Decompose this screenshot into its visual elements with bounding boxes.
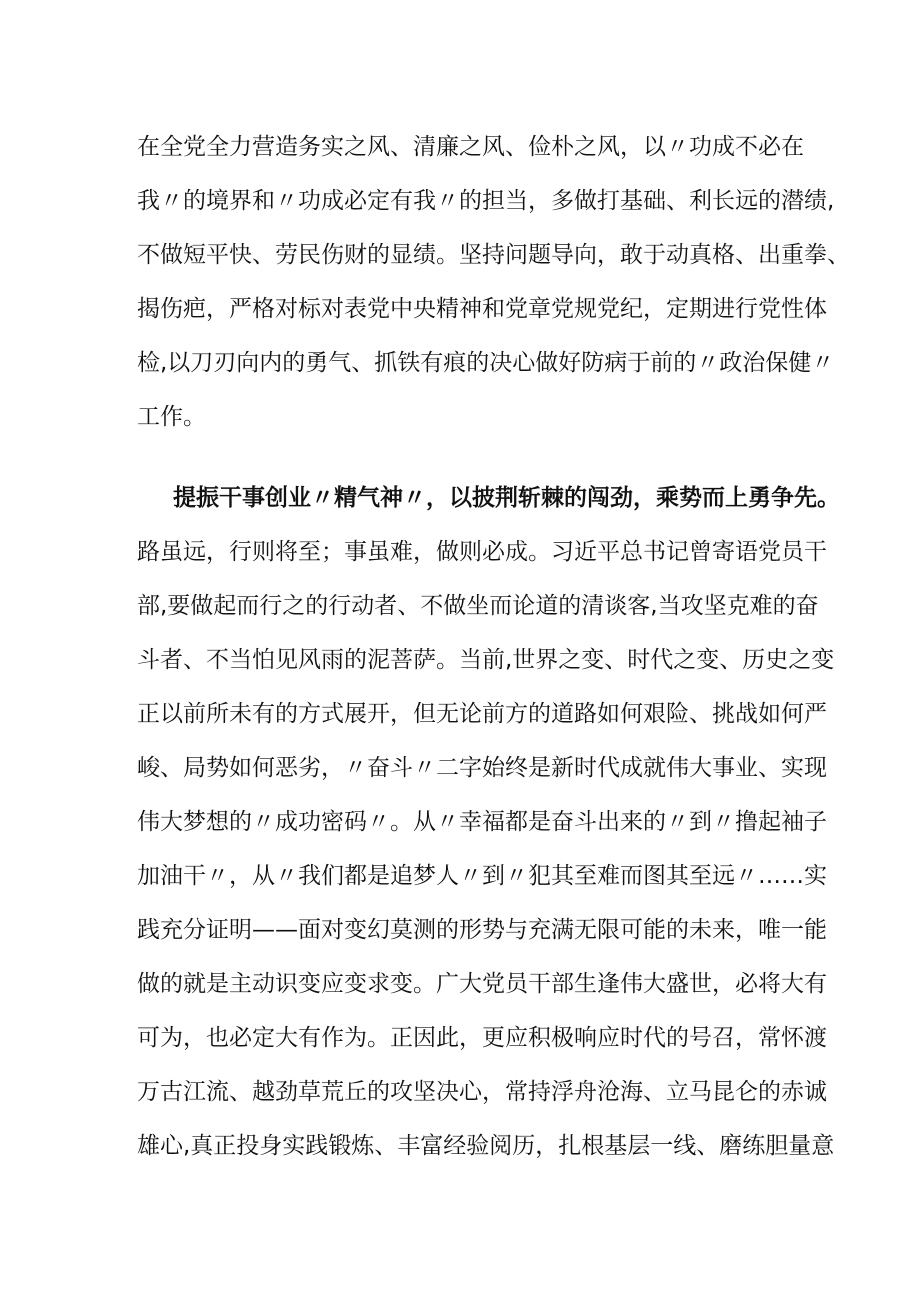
- text-line: 践充分证明——面对变幻莫测的形势与充满无限可能的未来，唯一能: [137, 917, 827, 943]
- paragraph-2: [137, 483, 840, 1185]
- text-line: 路虽远，行则将至；事虽难，做则必成。习近平总书记曾寄语党员干: [137, 539, 827, 565]
- text-line: 做的就是主动识变应变求变。广大党员干部生逢伟大盛世，必将大有: [137, 971, 827, 997]
- text-line: 不做短平快、劳民伤财的显绩。坚持问题导向，敢于动真格、出重拳、: [137, 242, 850, 268]
- text-line: 正以前所未有的方式展开，但无论前方的道路如何艰险、挑战如何严: [137, 701, 827, 727]
- text-line: 伟大梦想的〃成功密码〃。从〃幸福都是奋斗出来的〃到〃撸起袖子: [137, 809, 827, 835]
- text-line: 在全党全力营造务实之风、清廉之风、俭朴之风，以〃功成不必在: [137, 134, 804, 160]
- text-line: 雄心,真正投身实践锻炼、丰富经验阅历，扎根基层一线、磨练胆量意: [137, 1133, 835, 1159]
- text-line: 部,要做起而行之的行动者、不做坐而论道的清谈客,当攻坚克难的奋: [137, 593, 819, 619]
- text-line: 斗者、不当怕见风雨的泥菩萨。当前,世界之变、时代之变、历史之变: [137, 647, 835, 673]
- text-line: 揭伤疤，严格对标对表党中央精神和党章党规党纪，定期进行党性体: [137, 296, 827, 322]
- text-line: 万古江流、越劲草荒丘的攻坚决心，常持浮舟沧海、立马昆仑的赤诚: [137, 1079, 827, 1105]
- text-line: 可为，也必定大有作为。正因此，更应积极响应时代的号召，常怀渡: [137, 1025, 827, 1051]
- paragraph-1: [137, 132, 850, 456]
- text-line: 加油干〃，从〃我们都是追梦人〃到〃犯其至难而图其至远〃……实: [137, 863, 827, 889]
- text-line: 峻、局势如何恶劣，〃奋斗〃二字始终是新时代成就伟大事业、实现: [137, 755, 827, 781]
- text-line: 我〃的境界和〃功成必定有我〃的担当，多做打基础、利长远的潜绩,: [137, 188, 835, 214]
- paragraph-heading: 提振干事创业〃精气神〃，以披荆斩棘的闯劲，乘势而上勇争先。: [173, 485, 840, 511]
- text-line: 工作。: [137, 404, 206, 430]
- text-line: 检,以刀刃向内的勇气、抓铁有痕的决心做好防病于前的〃政治保健〃: [137, 350, 835, 376]
